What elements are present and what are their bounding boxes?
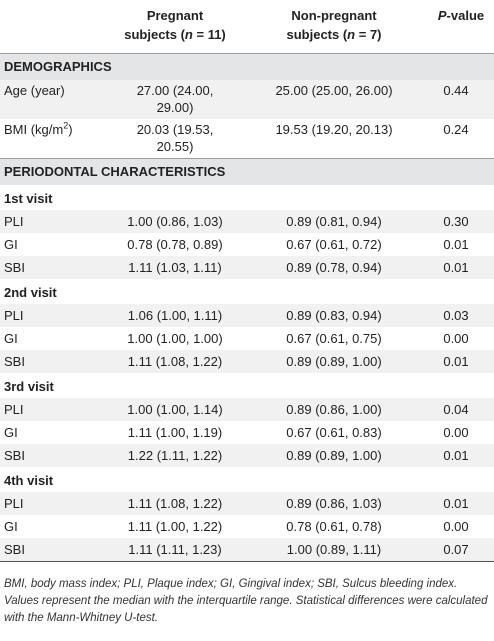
pregnant-value — [100, 80, 250, 119]
p-value: 0.30 — [418, 210, 494, 233]
visit-title: 2nd visit — [4, 285, 57, 300]
non-pregnant-value: 0.89 (0.86, 1.03) — [250, 492, 418, 515]
non-pregnant-value: 0.89 (0.89, 1.00) — [250, 444, 418, 467]
table-row — [0, 444, 494, 467]
p-value: 0.01 — [418, 256, 494, 279]
section-title: PERIODONTAL CHARACTERISTICS — [0, 159, 494, 186]
pregnant-value: 0.78 (0.78, 0.89) — [127, 237, 223, 252]
visit-title: 1st visit — [4, 191, 53, 206]
header-p-value — [418, 0, 494, 54]
pregnant-value — [100, 119, 250, 159]
pregnant-value: 1.11 (1.08, 1.22) — [100, 350, 250, 373]
header-pregnant-line2b: = 11) — [192, 27, 226, 42]
row-label: SBI — [0, 256, 100, 279]
non-pregnant-value: 0.67 (0.61, 0.75) — [286, 331, 382, 346]
table-row — [0, 421, 494, 444]
p-value: 0.01 — [418, 492, 494, 515]
pregnant-value-line2: 20.55) — [156, 139, 194, 154]
pregnant-value: 1.11 (1.00, 1.19) — [127, 425, 223, 440]
p-value: 0.00 — [443, 331, 469, 346]
non-pregnant-value: 25.00 (25.00, 26.00) — [250, 80, 418, 119]
section-title: DEMOGRAPHICS — [0, 54, 494, 81]
row-label: GI — [4, 519, 18, 534]
table-row — [0, 350, 494, 373]
table-row — [0, 256, 494, 279]
non-pregnant-value: 0.89 (0.86, 1.00) — [250, 398, 418, 421]
pregnant-value-line1: 27.00 (24.00, — [136, 83, 214, 98]
pregnant-value-line1: 20.03 (19.53, — [136, 122, 214, 137]
pregnant-value-line2: 29.00) — [156, 100, 194, 115]
header-empty-cell — [0, 0, 100, 54]
table-row — [0, 304, 494, 327]
section-periodontal — [0, 159, 494, 186]
table-row — [0, 492, 494, 515]
table-row — [0, 538, 494, 562]
p-value: 0.03 — [418, 304, 494, 327]
non-pregnant-value: 0.78 (0.61, 0.78) — [286, 519, 382, 534]
non-pregnant-value: 0.67 (0.61, 0.72) — [286, 237, 382, 252]
p-value: 0.01 — [443, 237, 469, 252]
header-non-pregnant-line2a: subjects ( — [286, 27, 348, 42]
row-label: PLI — [0, 304, 100, 327]
p-value: 0.24 — [443, 122, 469, 137]
row-label: GI — [4, 425, 18, 440]
pregnant-value: 1.11 (1.11, 1.23) — [100, 538, 250, 562]
non-pregnant-value: 0.89 (0.83, 0.94) — [250, 304, 418, 327]
non-pregnant-value: 1.00 (0.89, 1.11) — [250, 538, 418, 562]
header-p-rest: -value — [446, 8, 485, 23]
row-label: Age (year) — [0, 80, 100, 119]
row-label: GI — [4, 331, 18, 346]
visit-title: 4th visit — [4, 473, 54, 488]
header-p-letter: P — [437, 8, 447, 23]
pregnant-value: 1.11 (1.08, 1.22) — [100, 492, 250, 515]
table-row — [0, 515, 494, 538]
header-pregnant-n: n — [184, 27, 193, 42]
pregnant-value: 1.22 (1.11, 1.22) — [100, 444, 250, 467]
row-label: SBI — [0, 350, 100, 373]
section-demographics — [0, 54, 494, 81]
bmi-label-b: ) — [68, 122, 73, 137]
table-row-age — [0, 80, 494, 119]
row-label — [0, 119, 100, 159]
visit-header-row — [0, 185, 494, 210]
visit-header-row — [0, 467, 494, 492]
p-value: 0.01 — [418, 350, 494, 373]
header-pregnant-line1: Pregnant — [146, 8, 204, 23]
table-footnote: BMI, body mass index; PLI, Plaque index; GI, Gingival index; SBI, Sulcus bleeding index. Values represent the median with the interquartile range. Statistical differences were calculated with the Mann-Whitney U-test. — [4, 578, 488, 624]
header-non-pregnant-n: n — [347, 27, 356, 42]
p-value: 0.01 — [418, 444, 494, 467]
row-label: PLI — [0, 398, 100, 421]
table-row — [0, 210, 494, 233]
row-label: PLI — [0, 210, 100, 233]
header-non-pregnant-line1: Non-pregnant — [291, 8, 377, 23]
table-row — [0, 398, 494, 421]
row-label: GI — [4, 237, 18, 252]
row-label: SBI — [0, 538, 100, 562]
header-non-pregnant-line2b: = 7) — [355, 27, 382, 42]
header-pregnant — [100, 0, 250, 54]
non-pregnant-value: 19.53 (19.20, 20.13) — [275, 122, 393, 137]
non-pregnant-value: 0.89 (0.78, 0.94) — [250, 256, 418, 279]
p-value: 0.00 — [443, 425, 469, 440]
non-pregnant-value: 0.67 (0.61, 0.83) — [286, 425, 382, 440]
table-row-bmi — [0, 119, 494, 159]
table-row — [0, 327, 494, 350]
pregnant-value: 1.00 (0.86, 1.03) — [100, 210, 250, 233]
pregnant-value: 1.11 (1.03, 1.11) — [100, 256, 250, 279]
table-header-row — [0, 0, 494, 54]
header-pregnant-line2a: subjects ( — [124, 27, 185, 42]
bmi-label-sup: 2 — [63, 120, 69, 131]
table-row — [0, 233, 494, 256]
p-value: 0.44 — [418, 80, 494, 119]
header-non-pregnant — [250, 0, 418, 54]
row-label: PLI — [0, 492, 100, 515]
p-value: 0.00 — [443, 519, 469, 534]
pregnant-value: 1.00 (1.00, 1.00) — [127, 331, 223, 346]
bmi-label-a: BMI (kg/m — [4, 122, 64, 137]
pregnant-value: 1.11 (1.00, 1.22) — [127, 519, 223, 534]
non-pregnant-value: 0.89 (0.89, 1.00) — [250, 350, 418, 373]
p-value: 0.04 — [418, 398, 494, 421]
visit-header-row — [0, 279, 494, 304]
visit-header-row — [0, 373, 494, 398]
pregnant-value: 1.00 (1.00, 1.14) — [100, 398, 250, 421]
non-pregnant-value: 0.89 (0.81, 0.94) — [250, 210, 418, 233]
visit-title: 3rd visit — [4, 379, 54, 394]
pregnant-value: 1.06 (1.00, 1.11) — [100, 304, 250, 327]
p-value: 0.07 — [418, 538, 494, 562]
row-label: SBI — [0, 444, 100, 467]
